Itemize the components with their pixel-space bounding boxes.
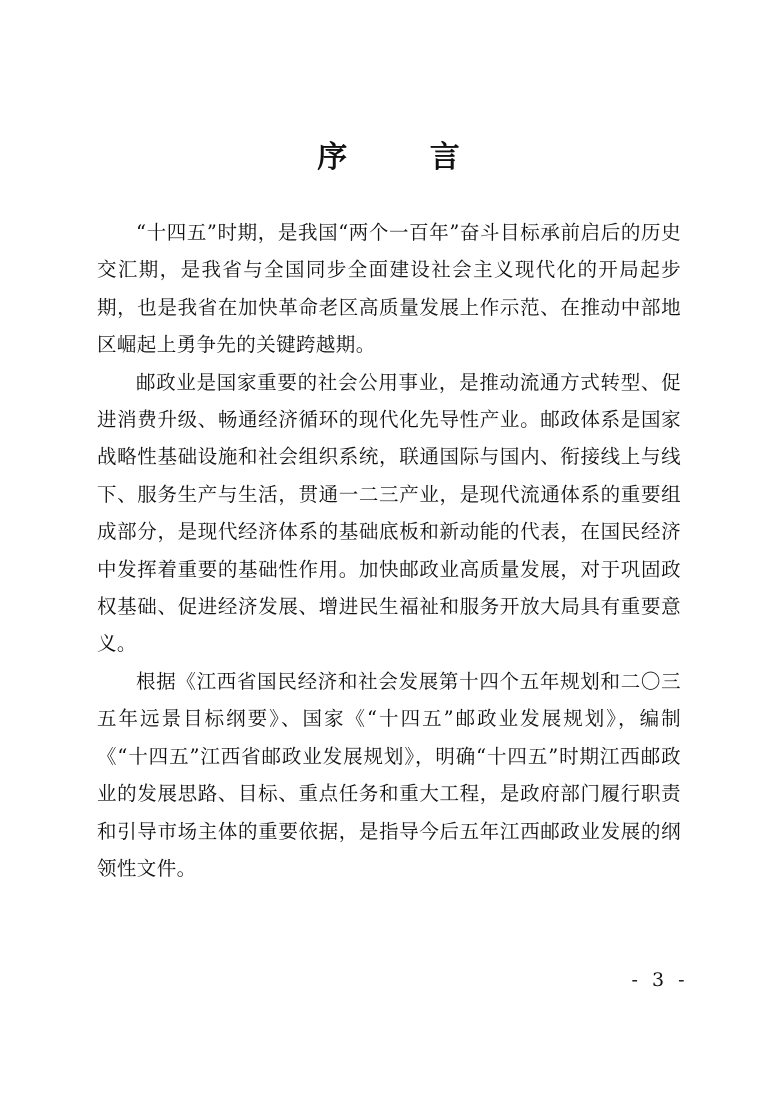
paragraph-2: 邮政业是国家重要的社会公用事业，是推动流通方式转型、促进消费升级、畅通经济循环的现代化先导性产业。邮政体系是国家战略性基础设施和社会组织系统，联通国际与国内、衔接线上与线下、服务生产与生活，贯通一二三产业，是现代流通体系的重要组成部分，是现代经济体系的基础底板和新动能的代表，在国民经济中发挥着重要的基础性作用。加快邮政业高质量发展，对于巩固政权基础、促进经济发展、增进民生福祉和服务开放大局具有重要意义。 (97, 370, 681, 656)
page-number: - 3 - (631, 969, 689, 991)
paragraph-3: 根据《江西省国民经济和社会发展第十四个五年规划和二〇三五年远景目标纲要》、国家《“十四五”邮政业发展规划》，编制《“十四五”江西省邮政业发展规划》，明确“十四五”时期江西邮政业的发展思路、目标、重点任务和重大工程，是政府部门履行职责和引导市场主体的重要依据，是指导今后五年江西邮政业发展的纲领性文件。 (97, 669, 681, 880)
page-title: 序 言 (317, 140, 496, 175)
body-text (97, 214, 681, 887)
paragraph-1: “十四五”时期，是我国“两个一百年”奋斗目标承前启后的历史交汇期，是我省与全国同步全面建设社会主义现代化的开局起步期，也是我省在加快革命老区高质量发展上作示范、在推动中部地区崛起上勇争先的关键跨越期。 (97, 221, 681, 357)
